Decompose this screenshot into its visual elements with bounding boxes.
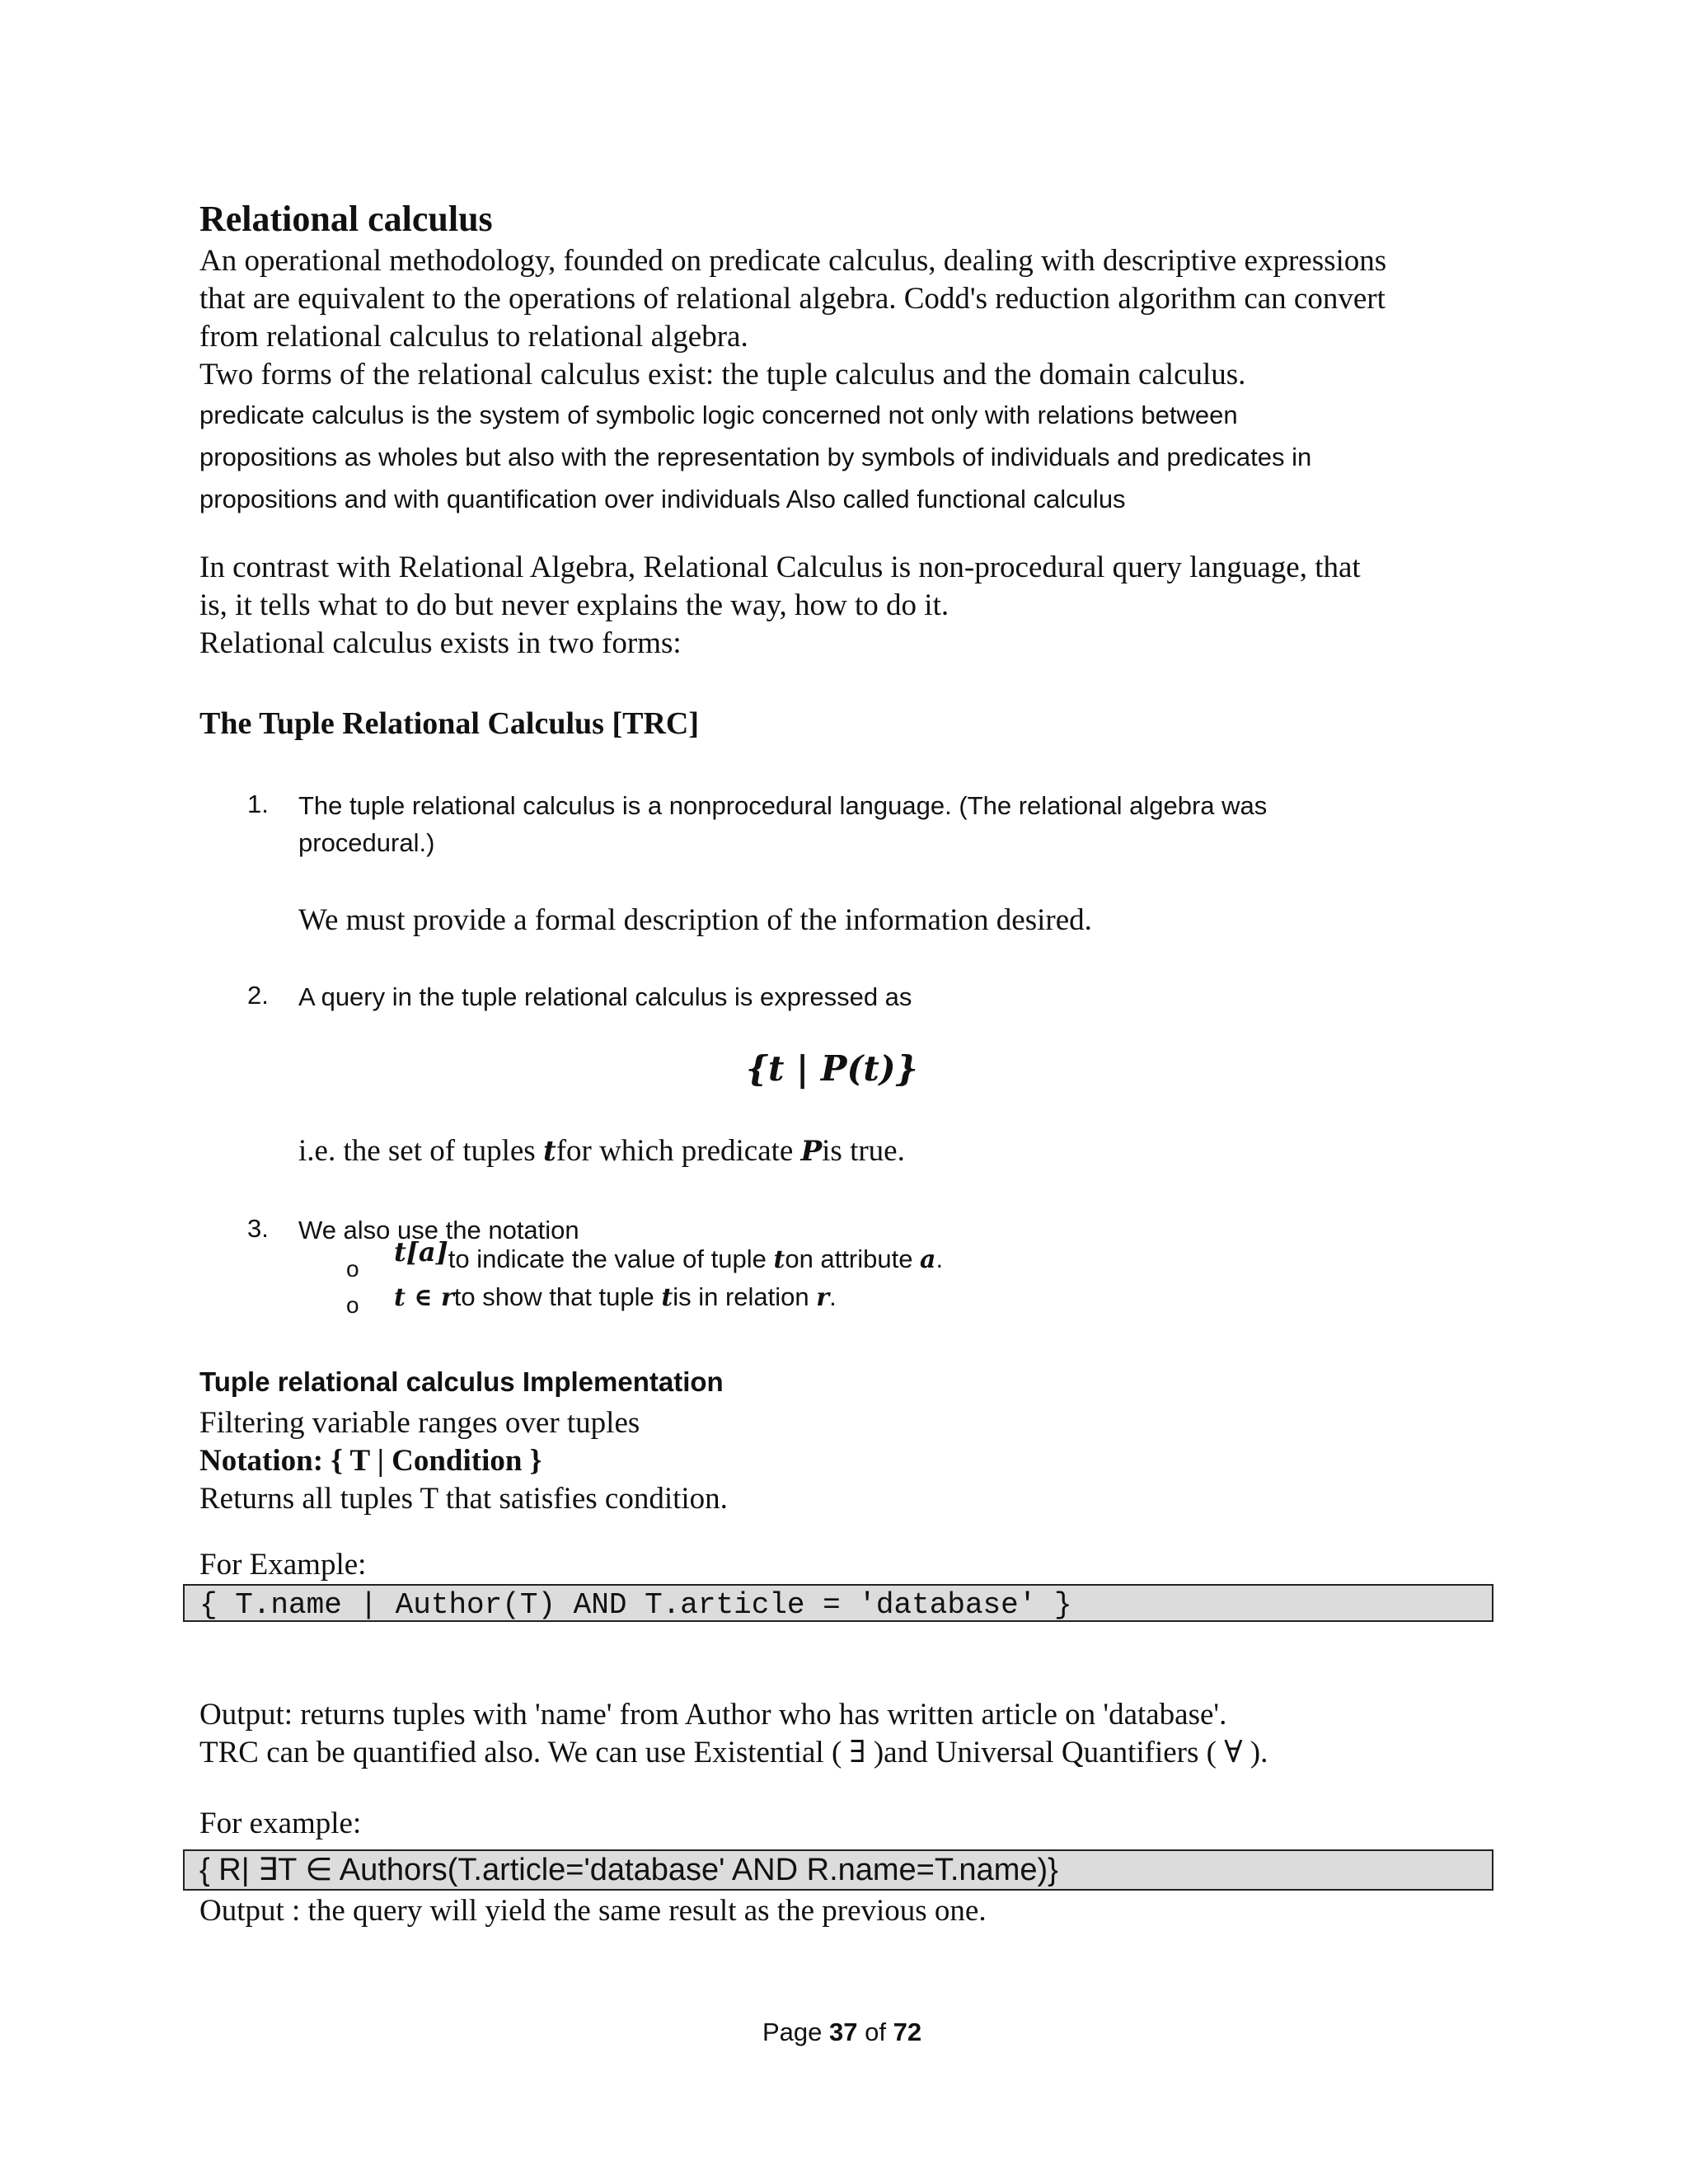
code-box-2 bbox=[183, 1849, 1493, 1891]
code-snippet-2: { R| ∃T ∈ Authors(T.article='database' AND R.name=T.name)} bbox=[199, 1853, 1058, 1887]
impl-line-1: Filtering variable ranges over tuples bbox=[199, 1406, 640, 1440]
list-item-2-line-1: A query in the tuple relational calculus is expressed as bbox=[298, 982, 912, 1011]
bullet-2-post: . bbox=[829, 1282, 837, 1311]
intro-line-2: that are equivalent to the operations of relational algebra. Codd's reduction algorithm can convert bbox=[199, 282, 1386, 316]
footer-current-page: 37 bbox=[829, 2018, 858, 2046]
sub-text-mid: for which predicate bbox=[556, 1134, 801, 1168]
predicate-def-line-1: predicate calculus is the system of symbolic logic concerned not only with relations between bbox=[199, 401, 1238, 429]
bullet-1-post: . bbox=[935, 1244, 944, 1273]
bullet-2-var-t: t bbox=[661, 1283, 673, 1312]
bullet-1-mid: on attribute bbox=[785, 1244, 921, 1273]
bullet-marker-2: o bbox=[346, 1292, 359, 1318]
list-item-1-number: 1. bbox=[247, 790, 269, 818]
example-2-output: Output : the query will yield the same result as the previous one. bbox=[199, 1894, 987, 1928]
output-1-line-2: TRC can be quantified also. We can use Existential ( ∃ )and Universal Quantifiers ( ∀ ). bbox=[199, 1736, 1268, 1769]
code-box-1 bbox=[183, 1584, 1493, 1622]
page-footer bbox=[762, 2018, 921, 2047]
impl-notation: Notation: { T | Condition } bbox=[199, 1444, 542, 1478]
code-snippet-1: { T.name | Author(T) AND T.article = 'database' } bbox=[199, 1588, 1072, 1622]
page-title: Relational calculus bbox=[199, 199, 493, 239]
bullet-1-var-t: t bbox=[773, 1245, 785, 1274]
sub-text-post: is true. bbox=[822, 1134, 905, 1168]
intro-line-4: Two forms of the relational calculus exist: the tuple calculus and the domain calculus. bbox=[199, 358, 1246, 391]
intro-line-3: from relational calculus to relational algebra. bbox=[199, 320, 748, 354]
bullet-2-mid: is in relation bbox=[673, 1282, 817, 1311]
list-item-1-line-1: The tuple relational calculus is a nonprocedural language. (The relational algebra was bbox=[298, 791, 1268, 820]
list-item-3-line-1: We also use the notation bbox=[298, 1216, 579, 1244]
footer-middle: of bbox=[857, 2018, 893, 2046]
bullet-1-var-a: a bbox=[920, 1245, 936, 1274]
bullet-2-var-r: r bbox=[816, 1283, 830, 1312]
list-item-3-number: 3. bbox=[247, 1214, 269, 1243]
bullet-2-text bbox=[394, 1282, 837, 1312]
example-1-label: For Example: bbox=[199, 1548, 367, 1582]
contrast-line-1: In contrast with Relational Algebra, Relational Calculus is non-procedural query language, that bbox=[199, 551, 1361, 584]
bullet-marker-1: o bbox=[346, 1256, 359, 1282]
contrast-line-3: Relational calculus exists in two forms: bbox=[199, 626, 682, 660]
list-item-2-number: 2. bbox=[247, 981, 269, 1010]
tuple-variable-t: t bbox=[542, 1135, 556, 1168]
footer-prefix: Page bbox=[762, 2018, 830, 2046]
bullet-2-pre: to show that tuple bbox=[453, 1282, 662, 1311]
sub-text-pre: i.e. the set of tuples bbox=[298, 1134, 543, 1168]
list-item-1-sub: We must provide a formal description of the information desired. bbox=[298, 903, 1092, 937]
impl-heading: Tuple relational calculus Implementation bbox=[199, 1366, 724, 1397]
contrast-line-2: is, it tells what to do but never explains the way, how to do it. bbox=[199, 588, 950, 622]
output-1-line-1: Output: returns tuples with 'name' from Author who has written article on 'database'. bbox=[199, 1698, 1227, 1732]
predicate-variable-p: P bbox=[800, 1135, 823, 1168]
intro-line-1: An operational methodology, founded on predicate calculus, dealing with descriptive expressions bbox=[199, 244, 1387, 278]
bullet-1-text bbox=[394, 1236, 944, 1274]
impl-line-2: Returns all tuples T that satisfies condition. bbox=[199, 1482, 728, 1516]
predicate-def-line-3: propositions and with quantification over individuals Also called functional calculus bbox=[199, 485, 1126, 513]
list-item-2-sub bbox=[298, 1132, 905, 1170]
trc-heading: The Tuple Relational Calculus [TRC] bbox=[199, 706, 699, 741]
tuple-query-formula: {t | P(t)} bbox=[746, 1048, 918, 1089]
notation-t-a: t[a] bbox=[394, 1236, 448, 1268]
predicate-def-line-2: propositions as wholes but also with the representation by symbols of individuals and predicates in bbox=[199, 443, 1312, 471]
list-item-1-line-2: procedural.) bbox=[298, 828, 435, 857]
notation-t-in-r: t ∈ r bbox=[394, 1283, 454, 1312]
example-2-label: For example: bbox=[199, 1807, 362, 1840]
footer-total-pages: 72 bbox=[893, 2018, 922, 2046]
bullet-1-pre: to indicate the value of tuple bbox=[448, 1244, 774, 1273]
